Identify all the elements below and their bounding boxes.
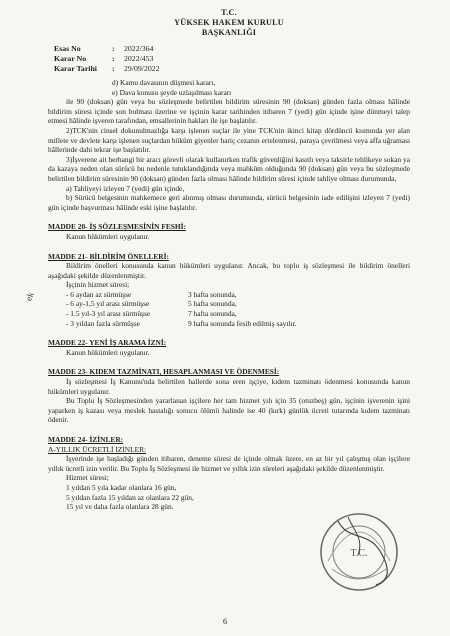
article-23-title: [48, 367, 410, 377]
meta-row: [54, 44, 410, 54]
seal-center-text: T.C.: [350, 548, 368, 559]
article-21-sub: İşçinin hizmet süresi;: [66, 280, 130, 290]
paragraph-1: ile 90 (doksan) gün veya bu sözleşmede belirtilen bildirim süresinin 90 (doksan) günden fazla olması hâlinde bildirim süresi içinde son bulması üzerine ve işçinin karar tarihinden itibaren 7 (yedi) gün içinde işine dönmeyi talep etmesi hâlinde işveren tarafından, emsallerinin hakları ile işe başlatılır.: [48, 97, 410, 126]
page-number: 6: [223, 617, 227, 626]
table-row: [66, 309, 296, 319]
meta-row: [54, 54, 410, 64]
meta-value: 29/09/2022: [124, 64, 160, 73]
header-tc: T.C.: [221, 8, 237, 17]
article-22-title: [48, 338, 410, 348]
paragraph-2: 2)TCK'nin cinsel dokunulmazlığa karşı işlenen suçlar ile yine TCK'nin ikinci kitap dördüncü kısmında yer alan millete ve devlete karşı işlenen suçlardan hüküm giyenler hariç cezanın ertelenmesi, paraya çevrilmesi veya affa uğraması hâllerinde dahi tekrar işe başlatılır.: [48, 125, 410, 155]
notice-period: 9 hafta sonunda fesih edilmiş sayılır.: [188, 318, 297, 328]
article-24-p1: İşyerinde işe başladığı günden itibaren, deneme süresi de içinde olmak üzere, en az bir yıl çalışmış olan işçilere yıllık ücretli izin verilir. Bu Toplu İş Sözleşmesi ile hizmet ve yıllık izin süreleri aşağıdaki şekilde düzenlenmiştir.: [48, 454, 410, 473]
table-row: [66, 290, 296, 300]
leave-line: 1 yıldan 5 yıla kadar olanlara 16 gün,: [66, 482, 177, 492]
article-20-heading: MADDE 20- İŞ SÖZLEŞMESİNİN FESHİ:: [48, 222, 186, 232]
article-22-text: Kanun hükümleri uygulanır.: [66, 347, 150, 357]
article-24-subheading: A-YILLIK ÜCRETLİ İZİNLER:: [48, 444, 147, 454]
table-row: [66, 299, 296, 309]
notice-table: [66, 290, 296, 328]
table-row: [66, 319, 296, 329]
meta-value: 2022/364: [124, 44, 154, 53]
notice-duration: - 6 aydan az sürmüşse: [66, 289, 132, 299]
item-b: b) Sürücü belgesinin mahkemece geri alınmış olması durumunda, sürücü belgesinin iade edilişini izleyen 7 (yedi) gün içinde başvurması hâlinde eski işine başlatılır.: [48, 193, 410, 212]
notice-period: 7 hafta sonunda,: [188, 309, 237, 319]
official-seal: [318, 511, 400, 596]
article-23-p1: İş sözleşmesi İş Kanunu'nda belirtilen hallerde sona eren işçiye, kıdem tazminatı ödenmesi konusunda kanun hükümleri uygulanır.: [48, 377, 410, 396]
meta-colon: :: [112, 44, 115, 53]
notice-duration: - 6 ay-1,5 yıl arası sürmüşse: [66, 299, 150, 309]
meta-value: 2022/453: [124, 54, 154, 63]
paragraph-3: 3)İşverene ait herhangi bir aracı görevli olarak kullanırken trafik güvenliğini kasıtlı veya taksirle tehlikeye sokan ya da kazaya neden olan sürücü bu nedenle tutuklandığında veya mahkûm olduğunda 90 (doksan) gün veya bu sözleşmede belirtilen bildirim süresinin 90 (doksan) günden fazla olması hâlinde bildirim süresi içinde tahliye olması durumunda,: [48, 154, 410, 183]
article-21-title: [48, 252, 410, 262]
item-a: a) Tahliyeyi izleyen 7 (yedi) gün içinde,: [66, 183, 185, 193]
article-22-heading: MADDE 22- YENİ İŞ ARAMA İZNİ:: [48, 338, 167, 348]
article-23-heading: MADDE 23- KIDEM TAZMİNATI, HESAPLANMASI VE ÖDENMESİ:: [48, 367, 280, 377]
leave-line: 5 yıldan fazla 15 yıldan az olanlara 22 gün,: [66, 492, 194, 502]
article-24-heading: MADDE 24- İZİNLER:: [48, 435, 124, 444]
meta-key: Esas No: [54, 44, 81, 53]
document-header: [48, 8, 410, 38]
meta-key: Karar Tarihi: [54, 64, 97, 73]
notice-duration: - 3 yıldan fazla sürmüşse: [66, 318, 140, 328]
meta-colon: :: [112, 64, 115, 73]
header-office: BAŞKANLIĞI: [201, 28, 257, 37]
item-d: d) Kamu davasının düşmesi kararı,: [112, 78, 216, 87]
article-23-p2: Bu Toplu İş Sözleşmesinden yararlanan işçilere her tam hizmet yılı için 35 (otuzbeş) gün, işçinin işverenin işini yaparken iş kazası veya meslek hastalığı sonucu ölümü halinde ise 40 (kırk) günlük ücreti tutarında kıdem tazminatı ödenir.: [48, 396, 410, 425]
meta-colon: :: [112, 54, 115, 63]
article-24-sub: [48, 445, 410, 455]
seal-icon: [318, 511, 400, 593]
notice-period: 3 hafta sonunda,: [188, 289, 237, 299]
article-24-sub2: Hizmet süresi;: [66, 473, 109, 483]
header-court: YÜKSEK HAKEM KURULU: [174, 18, 284, 27]
article-20-text: Kanun hükümleri uygulanır.: [66, 231, 150, 241]
article-21-text: Bildirim önelleri konusunda kanun hükümleri uygulanır. Ancak, bu toplu iş sözleşmesi ile bildirim önelleri aşağıdaki şekilde düzenlenmiştir.: [48, 261, 410, 280]
meta-row: [54, 64, 410, 74]
article-21-heading: MADDE 21- BİLDİRİM ÖNELLERİ:: [48, 251, 169, 261]
item-e: e) Dava konusu şeyde uzlaşılması kararı: [112, 87, 232, 97]
article-20-title: [48, 222, 410, 232]
leave-line: 15 yıl ve daha fazla olanlara 28 gün.: [66, 502, 174, 512]
article-24-title: [48, 435, 410, 445]
case-meta: [54, 44, 410, 74]
meta-key: Karar No: [54, 54, 87, 63]
margin-initials: ek: [23, 290, 36, 303]
notice-period: 5 hafta sonunda,: [188, 299, 237, 309]
notice-duration: - 1.5 yıl-3 yıl arası sürmüşse: [66, 309, 151, 319]
